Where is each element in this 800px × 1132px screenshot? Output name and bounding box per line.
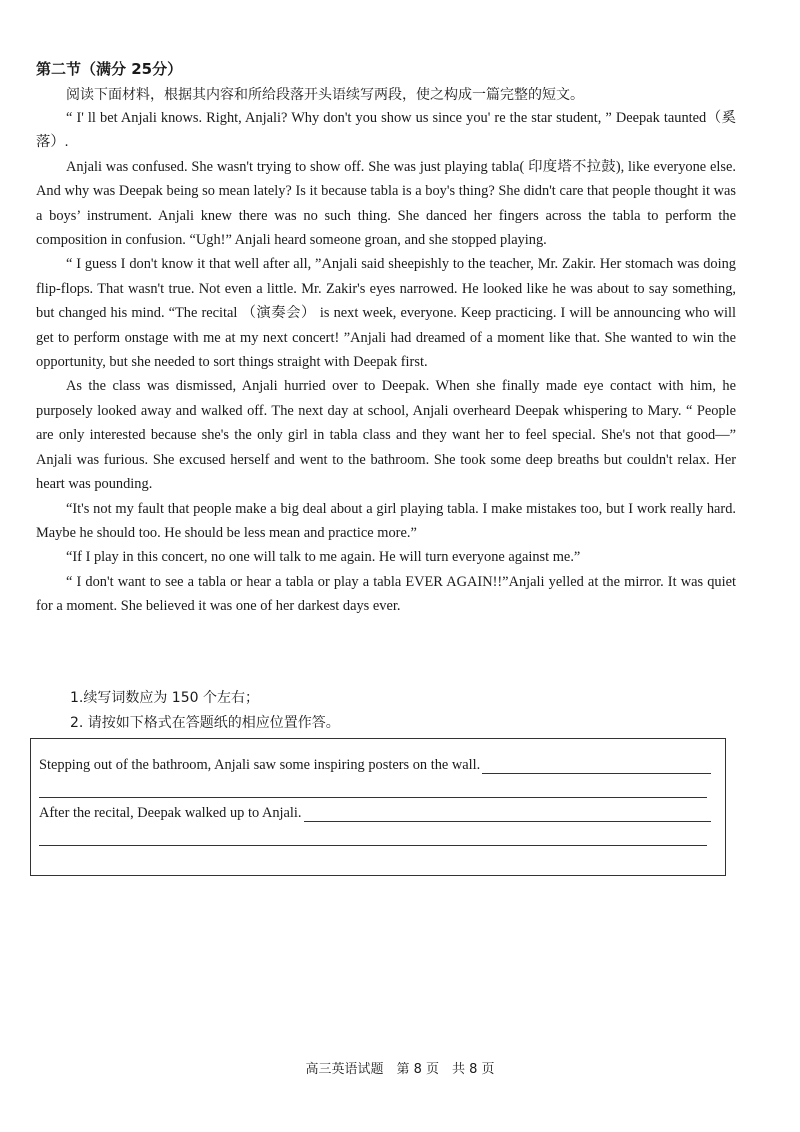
passage-paragraph: “It's not my fault that people make a big deal about a girl playing tabla. I make mistakes too, but I work really hard. Maybe he should too. He should be less mean and practice more.” — [36, 500, 736, 541]
paragraph-1-prompt-row — [39, 757, 711, 774]
requirement-format: 2. 请按如下格式在答题纸的相应位置作答。 — [70, 715, 340, 731]
answer-line[interactable] — [39, 845, 707, 846]
section-instructions: 阅读下面材料，根据其内容和所给段落开头语续写两段，使之构成一篇完整的短文。 — [66, 87, 584, 103]
passage-paragraph: “ I' ll bet Anjali knows. Right, Anjali? Why don't you show us since you' re the star student, ” Deepak taunted（奚落）. — [36, 110, 736, 151]
passage-paragraph: Anjali was confused. She wasn't trying to show off. She was just playing tabla( 印度塔不拉鼓), like everyone else. And why was Deepak being so mean lately? Is it because tabla is a boy's thing? She didn't care that people thought it was a boys’ instrument. Anjali knew there was no such thing. She danced her fingers across the tabla to perform the composition in confusion. “Ugh!” Anjali heard someone groan, and she stopped playing. — [36, 158, 736, 249]
reading-passage — [36, 106, 736, 619]
passage-paragraph: “ I don't want to see a tabla or hear a tabla or play a tabla EVER AGAIN!!”Anjali yelled at the mirror. It was quiet for a moment. She believed it was one of her darkest days ever. — [36, 573, 736, 615]
requirement-word-count: 1.续写词数应为 150 个左右； — [70, 690, 259, 706]
paragraph-1-prompt: Stepping out of the bathroom, Anjali saw some inspiring posters on the wall. — [39, 757, 481, 773]
writing-requirements — [70, 686, 340, 736]
paragraph-2-prompt-row — [39, 805, 711, 822]
paragraph-1-blank[interactable] — [482, 759, 711, 774]
passage-paragraph: As the class was dismissed, Anjali hurried over to Deepak. When she finally made eye contact with him, he purposely looked away and walked off. The next day at school, Anjali overheard Deepak whispering to Mary. “ People are only interested because she's the only girl in tabla class and they want her to feel special. She's not that good—” Anjali was furious. She excused herself and went to the bathroom. She took some deep breaths but couldn't relax. Her heart was pounding. — [36, 378, 736, 493]
answer-box — [30, 738, 726, 876]
section-title: 第二节（满分 25分） — [36, 60, 183, 78]
paragraph-2-blank[interactable] — [304, 807, 711, 822]
paragraph-2-prompt: After the recital, Deepak walked up to Anjali. — [39, 805, 302, 821]
page-footer: 高三英语试题 第 8 页 共 8 页 — [305, 1062, 495, 1077]
answer-line[interactable] — [39, 797, 707, 798]
passage-paragraph: “ I guess I don't know it that well after all, ”Anjali said sheepishly to the teacher, Mr. Zakir. Her stomach was doing flip-flops. That wasn't true. Not even a little. Mr. Zakir's eyes narrowed. He looked like he was about to say something, but changed his mind. “The recital （演奏会） is next week, everyone. Keep practicing. I will be announcing who will get to perform onstage with me at my next concert! ”Anjali had dreamed of a moment like that. She wanted to win the opportunity, but she needed to sort things straight with Deepak first. — [36, 256, 736, 371]
passage-paragraph: “If I play in this concert, no one will talk to me again. He will turn everyone against me.” — [66, 549, 581, 566]
